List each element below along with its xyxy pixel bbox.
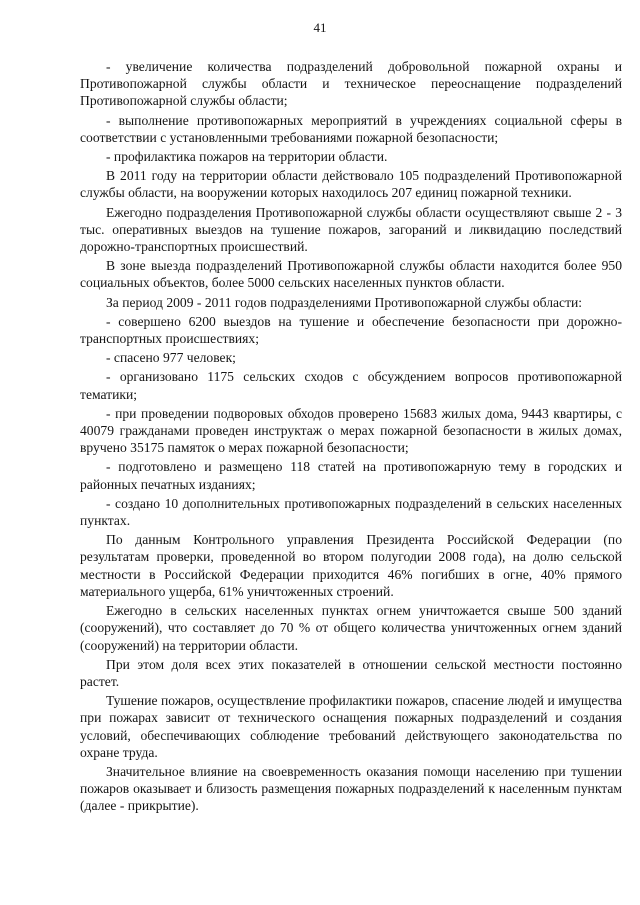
paragraph: Тушение пожаров, осуществление профилактики пожаров, спасение людей и имущества при пожарах зависит от технического оснащения пожарных подразделений и создания условий, обеспечивающих соблюдение требований действующего законодательства по охране труда. <box>80 693 622 760</box>
paragraph: За период 2009 - 2011 годов подразделениями Противопожарной службы области: <box>106 294 583 310</box>
paragraph: - спасено 977 человек; <box>106 350 236 366</box>
paragraph: - увеличение количества подразделений добровольной пожарной охраны и Противопожарной службы области и техническое переоснащение подразделений Противопожарной службы области; <box>80 59 622 109</box>
paragraph: - при проведении подворовых обходов проверено 15683 жилых дома, 9443 квартиры, с 40079 гражданами проведен инструктаж о мерах пожарной безопасности в жилых домах, вручено 35175 памяток о мерах пожарной безопасности; <box>80 405 622 456</box>
page-number: 41 <box>313 20 327 35</box>
paragraph: По данным Контрольного управления Президента Российской Федерации (по результатам проверки, проведенной во втором полугодии 2008 года), на долю сельской местности в Российской Федерации приходится 46% погибших в огне, 40% прямого материального ущерба, 61% уничтоженных строений. <box>80 532 622 599</box>
document-body <box>80 58 622 817</box>
paragraph: - совершено 6200 выездов на тушение и обеспечение безопасности при дорожно-транспортных происшествиях; <box>80 313 622 347</box>
paragraph: - организовано 1175 сельских сходов с обсуждением вопросов противопожарной тематики; <box>80 369 622 402</box>
paragraph: - выполнение противопожарных мероприятий в учреждениях социальной сферы в соответствии с установленными требованиями пожарной безопасности; <box>80 112 622 145</box>
paragraph: Ежегодно подразделения Противопожарной службы области осуществляют свыше 2 - 3 тыс. оперативных выездов на тушение пожаров, загораний и ликвидацию последствий дорожно-транспортных происшествий. <box>80 204 622 255</box>
paragraph: В 2011 году на территории области действовало 105 подразделений Противопожарной службы области, на вооружении которых находилось 207 единиц пожарной техники. <box>80 168 622 201</box>
paragraph: - профилактика пожаров на территории области. <box>106 149 388 165</box>
paragraph: Ежегодно в сельских населенных пунктах огнем уничтожается свыше 500 зданий (сооружений), что составляет до 70 % от общего количества уничтоженных огнем зданий (сооружений) на территории области. <box>80 603 622 653</box>
paragraph: - создано 10 дополнительных противопожарных подразделений в сельских населенных пунктах. <box>80 495 622 529</box>
paragraph: - подготовлено и размещено 118 статей на противопожарную тему в городских и районных печатных изданиях; <box>80 459 622 492</box>
paragraph: Значительное влияние на своевременность оказания помощи населению при тушении пожаров оказывает и близость размещения пожарных подразделений к населенным пунктам (далее - прикрытие). <box>80 763 622 814</box>
paragraph: В зоне выезда подразделений Противопожарной службы области находится более 950 социальных объектов, более 5000 сельских населенных пунктов области. <box>80 258 622 291</box>
paragraph: При этом доля всех этих показателей в отношении сельской местности постоянно растет. <box>80 656 622 689</box>
